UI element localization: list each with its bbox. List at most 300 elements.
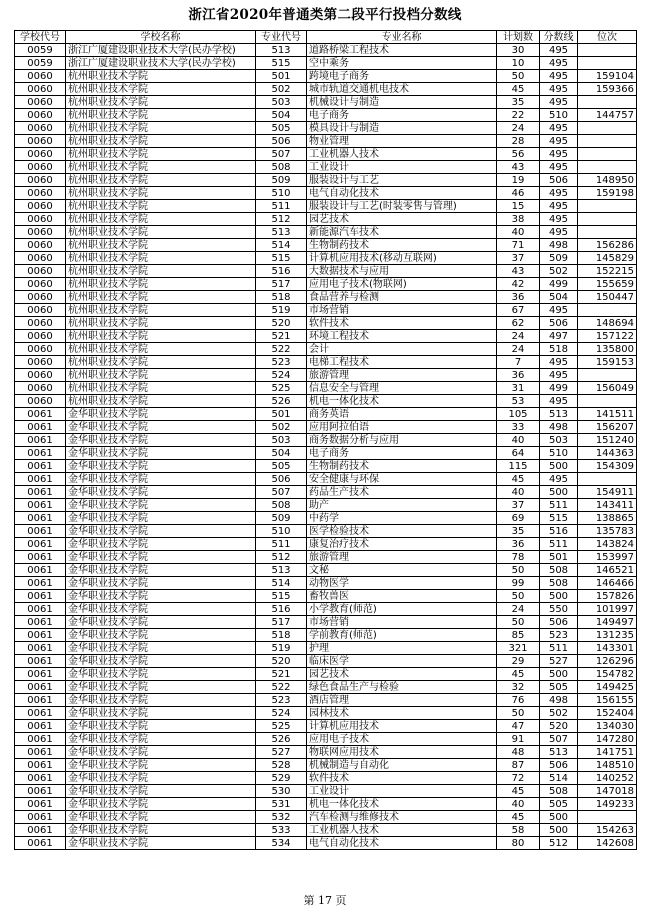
plan-count-cell: 53	[497, 395, 540, 408]
score-line-cell: 495	[540, 356, 578, 369]
table-row	[15, 434, 637, 447]
rank-cell: 159153	[578, 356, 637, 369]
school-code-cell: 0060	[15, 148, 66, 161]
school-code-cell: 0061	[15, 655, 66, 668]
rank-cell: 149425	[578, 681, 637, 694]
score-line-cell: 513	[540, 746, 578, 759]
header-score-line: 分数线	[540, 31, 578, 44]
rank-cell	[578, 811, 637, 824]
rank-cell: 157122	[578, 330, 637, 343]
school-code-cell: 0060	[15, 278, 66, 291]
score-line-cell: 495	[540, 200, 578, 213]
rank-cell	[578, 135, 637, 148]
school-name-cell: 金华职业技术学院	[66, 538, 256, 551]
rank-cell: 156207	[578, 421, 637, 434]
major-name-cell: 旅游管理	[307, 551, 497, 564]
school-name-cell: 杭州职业技术学院	[66, 239, 256, 252]
major-name-cell: 软件技术	[307, 772, 497, 785]
school-code-cell: 0061	[15, 681, 66, 694]
major-code-cell: 529	[256, 772, 307, 785]
plan-count-cell: 45	[497, 83, 540, 96]
score-line-cell: 495	[540, 135, 578, 148]
major-code-cell: 528	[256, 759, 307, 772]
rank-cell	[578, 122, 637, 135]
major-code-cell: 505	[256, 122, 307, 135]
rank-cell	[578, 96, 637, 109]
score-line-cell: 495	[540, 122, 578, 135]
major-code-cell: 511	[256, 538, 307, 551]
major-name-cell: 安全健康与环保	[307, 473, 497, 486]
table-row	[15, 265, 637, 278]
school-name-cell: 金华职业技术学院	[66, 772, 256, 785]
major-code-cell: 502	[256, 421, 307, 434]
table-row	[15, 746, 637, 759]
table-row	[15, 629, 637, 642]
score-line-cell: 511	[540, 499, 578, 512]
plan-count-cell: 37	[497, 499, 540, 512]
score-line-cell: 495	[540, 369, 578, 382]
school-name-cell: 杭州职业技术学院	[66, 122, 256, 135]
table-row	[15, 551, 637, 564]
rank-cell: 143411	[578, 499, 637, 512]
school-code-cell: 0061	[15, 707, 66, 720]
school-code-cell: 0061	[15, 590, 66, 603]
major-code-cell: 505	[256, 460, 307, 473]
school-code-cell: 0060	[15, 304, 66, 317]
major-code-cell: 521	[256, 668, 307, 681]
score-line-cell: 495	[540, 83, 578, 96]
score-line-cell: 495	[540, 304, 578, 317]
school-code-cell: 0060	[15, 96, 66, 109]
score-line-cell: 508	[540, 564, 578, 577]
major-name-cell: 市场营销	[307, 616, 497, 629]
table-row	[15, 252, 637, 265]
major-name-cell: 计算机应用技术(移动互联网)	[307, 252, 497, 265]
plan-count-cell: 40	[497, 486, 540, 499]
score-line-cell: 510	[540, 109, 578, 122]
plan-count-cell: 321	[497, 642, 540, 655]
school-name-cell: 杭州职业技术学院	[66, 369, 256, 382]
table-row	[15, 369, 637, 382]
major-code-cell: 516	[256, 265, 307, 278]
plan-count-cell: 67	[497, 304, 540, 317]
school-name-cell: 金华职业技术学院	[66, 694, 256, 707]
major-code-cell: 525	[256, 382, 307, 395]
table-row	[15, 499, 637, 512]
major-code-cell: 504	[256, 447, 307, 460]
major-name-cell: 助产	[307, 499, 497, 512]
score-line-cell: 516	[540, 525, 578, 538]
plan-count-cell: 38	[497, 213, 540, 226]
score-line-cell: 503	[540, 434, 578, 447]
rank-cell: 148950	[578, 174, 637, 187]
plan-count-cell: 64	[497, 447, 540, 460]
rank-cell: 148510	[578, 759, 637, 772]
rank-cell: 156049	[578, 382, 637, 395]
table-row	[15, 200, 637, 213]
major-code-cell: 513	[256, 44, 307, 57]
school-name-cell: 金华职业技术学院	[66, 681, 256, 694]
major-name-cell: 生物制药技术	[307, 239, 497, 252]
major-code-cell: 514	[256, 577, 307, 590]
table-row	[15, 226, 637, 239]
score-line-cell: 507	[540, 733, 578, 746]
plan-count-cell: 87	[497, 759, 540, 772]
school-name-cell: 杭州职业技术学院	[66, 265, 256, 278]
rank-cell: 156286	[578, 239, 637, 252]
score-line-cell: 502	[540, 707, 578, 720]
major-code-cell: 533	[256, 824, 307, 837]
score-line-cell: 500	[540, 486, 578, 499]
major-code-cell: 526	[256, 395, 307, 408]
school-name-cell: 杭州职业技术学院	[66, 148, 256, 161]
plan-count-cell: 69	[497, 512, 540, 525]
school-name-cell: 金华职业技术学院	[66, 733, 256, 746]
rank-cell: 154911	[578, 486, 637, 499]
rank-cell: 156155	[578, 694, 637, 707]
table-row	[15, 174, 637, 187]
major-name-cell: 酒店管理	[307, 694, 497, 707]
school-name-cell: 金华职业技术学院	[66, 473, 256, 486]
table-row	[15, 460, 637, 473]
rank-cell: 147018	[578, 785, 637, 798]
score-line-cell: 495	[540, 44, 578, 57]
rank-cell	[578, 213, 637, 226]
rank-cell	[578, 200, 637, 213]
table-row	[15, 213, 637, 226]
plan-count-cell: 24	[497, 122, 540, 135]
major-code-cell: 519	[256, 304, 307, 317]
rank-cell: 152215	[578, 265, 637, 278]
score-line-cell: 500	[540, 590, 578, 603]
score-line-cell: 497	[540, 330, 578, 343]
major-code-cell: 532	[256, 811, 307, 824]
school-name-cell: 金华职业技术学院	[66, 447, 256, 460]
major-name-cell: 软件技术	[307, 317, 497, 330]
score-line-cell: 495	[540, 148, 578, 161]
score-line-cell: 505	[540, 681, 578, 694]
plan-count-cell: 35	[497, 96, 540, 109]
score-line-cell: 498	[540, 694, 578, 707]
school-code-cell: 0060	[15, 200, 66, 213]
major-code-cell: 507	[256, 486, 307, 499]
rank-cell: 154263	[578, 824, 637, 837]
major-name-cell: 文秘	[307, 564, 497, 577]
rank-cell: 149497	[578, 616, 637, 629]
school-code-cell: 0061	[15, 720, 66, 733]
page-title: 浙江省2020年普通类第二段平行投档分数线	[188, 7, 462, 23]
table-row	[15, 330, 637, 343]
rank-cell	[578, 369, 637, 382]
major-name-cell: 工业设计	[307, 785, 497, 798]
rank-cell: 157826	[578, 590, 637, 603]
rank-cell: 142608	[578, 837, 637, 850]
score-line-cell: 513	[540, 408, 578, 421]
plan-count-cell: 36	[497, 291, 540, 304]
score-line-cell: 508	[540, 577, 578, 590]
major-code-cell: 508	[256, 161, 307, 174]
school-code-cell: 0060	[15, 369, 66, 382]
major-name-cell: 会计	[307, 343, 497, 356]
school-code-cell: 0061	[15, 434, 66, 447]
school-name-cell: 金华职业技术学院	[66, 499, 256, 512]
score-line-cell: 506	[540, 317, 578, 330]
major-code-cell: 515	[256, 57, 307, 70]
major-name-cell: 道路桥梁工程技术	[307, 44, 497, 57]
plan-count-cell: 19	[497, 174, 540, 187]
school-code-cell: 0060	[15, 252, 66, 265]
school-code-cell: 0060	[15, 174, 66, 187]
major-name-cell: 汽车检测与维修技术	[307, 811, 497, 824]
major-code-cell: 515	[256, 590, 307, 603]
school-name-cell: 杭州职业技术学院	[66, 226, 256, 239]
school-code-cell: 0061	[15, 668, 66, 681]
school-code-cell: 0061	[15, 785, 66, 798]
rank-cell: 131235	[578, 629, 637, 642]
plan-count-cell: 40	[497, 226, 540, 239]
table-body	[15, 44, 637, 850]
table-row	[15, 135, 637, 148]
score-line-cell: 495	[540, 96, 578, 109]
plan-count-cell: 36	[497, 538, 540, 551]
school-code-cell: 0061	[15, 512, 66, 525]
major-code-cell: 503	[256, 434, 307, 447]
rank-cell: 138865	[578, 512, 637, 525]
plan-count-cell: 76	[497, 694, 540, 707]
major-code-cell: 510	[256, 187, 307, 200]
plan-count-cell: 50	[497, 616, 540, 629]
table-row	[15, 798, 637, 811]
school-name-cell: 金华职业技术学院	[66, 603, 256, 616]
plan-count-cell: 50	[497, 590, 540, 603]
school-name-cell: 金华职业技术学院	[66, 655, 256, 668]
rank-cell: 152404	[578, 707, 637, 720]
plan-count-cell: 10	[497, 57, 540, 70]
major-name-cell: 电气自动化技术	[307, 837, 497, 850]
plan-count-cell: 71	[497, 239, 540, 252]
school-code-cell: 0061	[15, 564, 66, 577]
plan-count-cell: 35	[497, 525, 540, 538]
major-code-cell: 513	[256, 226, 307, 239]
major-name-cell: 机械设计与制造	[307, 96, 497, 109]
major-name-cell: 学前教育(师范)	[307, 629, 497, 642]
school-code-cell: 0061	[15, 473, 66, 486]
table-row	[15, 447, 637, 460]
score-line-cell: 502	[540, 265, 578, 278]
plan-count-cell: 115	[497, 460, 540, 473]
major-name-cell: 空中乘务	[307, 57, 497, 70]
major-name-cell: 城市轨道交通机电技术	[307, 83, 497, 96]
rank-cell: 141511	[578, 408, 637, 421]
plan-count-cell: 31	[497, 382, 540, 395]
score-line-cell: 523	[540, 629, 578, 642]
major-name-cell: 园林技术	[307, 707, 497, 720]
school-name-cell: 杭州职业技术学院	[66, 187, 256, 200]
rank-cell: 148694	[578, 317, 637, 330]
school-code-cell: 0061	[15, 798, 66, 811]
table-row	[15, 837, 637, 850]
table-row	[15, 317, 637, 330]
major-code-cell: 534	[256, 837, 307, 850]
school-code-cell: 0060	[15, 122, 66, 135]
rank-cell	[578, 161, 637, 174]
rank-cell: 101997	[578, 603, 637, 616]
school-name-cell: 金华职业技术学院	[66, 668, 256, 681]
major-code-cell: 502	[256, 83, 307, 96]
major-code-cell: 511	[256, 200, 307, 213]
school-code-cell: 0060	[15, 382, 66, 395]
school-code-cell: 0060	[15, 109, 66, 122]
score-line-cell: 506	[540, 174, 578, 187]
table-row	[15, 564, 637, 577]
major-code-cell: 531	[256, 798, 307, 811]
score-line-cell: 495	[540, 226, 578, 239]
school-code-cell: 0061	[15, 460, 66, 473]
major-name-cell: 物业管理	[307, 135, 497, 148]
table-row	[15, 278, 637, 291]
school-name-cell: 杭州职业技术学院	[66, 278, 256, 291]
school-name-cell: 杭州职业技术学院	[66, 330, 256, 343]
rank-cell: 155659	[578, 278, 637, 291]
school-code-cell: 0059	[15, 57, 66, 70]
major-code-cell: 508	[256, 499, 307, 512]
major-code-cell: 523	[256, 694, 307, 707]
school-code-cell: 0061	[15, 499, 66, 512]
rank-cell: 143824	[578, 538, 637, 551]
table-header-row	[15, 31, 637, 44]
major-code-cell: 506	[256, 473, 307, 486]
school-code-cell: 0061	[15, 837, 66, 850]
major-name-cell: 电子商务	[307, 447, 497, 460]
plan-count-cell: 50	[497, 707, 540, 720]
major-code-cell: 513	[256, 564, 307, 577]
plan-count-cell: 43	[497, 265, 540, 278]
table-row	[15, 109, 637, 122]
school-name-cell: 金华职业技术学院	[66, 720, 256, 733]
major-code-cell: 519	[256, 642, 307, 655]
table-row	[15, 239, 637, 252]
header-major-name: 专业名称	[307, 31, 497, 44]
plan-count-cell: 62	[497, 317, 540, 330]
table-row	[15, 720, 637, 733]
major-code-cell: 503	[256, 96, 307, 109]
rank-cell: 135783	[578, 525, 637, 538]
major-code-cell: 515	[256, 252, 307, 265]
major-name-cell: 工业机器人技术	[307, 824, 497, 837]
table-row	[15, 759, 637, 772]
table-row	[15, 70, 637, 83]
rank-cell: 141751	[578, 746, 637, 759]
school-code-cell: 0061	[15, 447, 66, 460]
table-row	[15, 421, 637, 434]
plan-count-cell: 28	[497, 135, 540, 148]
plan-count-cell: 105	[497, 408, 540, 421]
school-name-cell: 金华职业技术学院	[66, 408, 256, 421]
major-code-cell: 517	[256, 278, 307, 291]
major-name-cell: 园艺技术	[307, 668, 497, 681]
table-row	[15, 473, 637, 486]
major-code-cell: 507	[256, 148, 307, 161]
score-line-cell: 495	[540, 187, 578, 200]
school-code-cell: 0060	[15, 213, 66, 226]
plan-count-cell: 56	[497, 148, 540, 161]
school-name-cell: 金华职业技术学院	[66, 746, 256, 759]
table-row	[15, 616, 637, 629]
major-name-cell: 服装设计与工艺	[307, 174, 497, 187]
plan-count-cell: 85	[497, 629, 540, 642]
major-code-cell: 527	[256, 746, 307, 759]
plan-count-cell: 36	[497, 369, 540, 382]
header-major-code: 专业代号	[256, 31, 307, 44]
score-line-cell: 509	[540, 252, 578, 265]
major-name-cell: 工业设计	[307, 161, 497, 174]
school-name-cell: 杭州职业技术学院	[66, 343, 256, 356]
major-code-cell: 524	[256, 369, 307, 382]
major-name-cell: 商务英语	[307, 408, 497, 421]
rank-cell: 146521	[578, 564, 637, 577]
plan-count-cell: 50	[497, 70, 540, 83]
school-name-cell: 金华职业技术学院	[66, 616, 256, 629]
table-row	[15, 83, 637, 96]
school-code-cell: 0061	[15, 486, 66, 499]
school-code-cell: 0060	[15, 70, 66, 83]
plan-count-cell: 24	[497, 603, 540, 616]
table-row	[15, 343, 637, 356]
plan-count-cell: 30	[497, 44, 540, 57]
score-line-cell: 498	[540, 421, 578, 434]
plan-count-cell: 46	[497, 187, 540, 200]
plan-count-cell: 45	[497, 473, 540, 486]
plan-count-cell: 45	[497, 668, 540, 681]
major-code-cell: 517	[256, 616, 307, 629]
score-line-cell: 500	[540, 668, 578, 681]
major-code-cell: 518	[256, 291, 307, 304]
rank-cell: 149233	[578, 798, 637, 811]
school-name-cell: 金华职业技术学院	[66, 434, 256, 447]
school-name-cell: 金华职业技术学院	[66, 707, 256, 720]
school-code-cell: 0060	[15, 83, 66, 96]
plan-count-cell: 48	[497, 746, 540, 759]
major-code-cell: 514	[256, 239, 307, 252]
table-row	[15, 304, 637, 317]
plan-count-cell: 22	[497, 109, 540, 122]
major-name-cell: 园艺技术	[307, 213, 497, 226]
school-name-cell: 杭州职业技术学院	[66, 70, 256, 83]
table-row	[15, 161, 637, 174]
school-name-cell: 杭州职业技术学院	[66, 135, 256, 148]
school-name-cell: 杭州职业技术学院	[66, 382, 256, 395]
school-code-cell: 0061	[15, 616, 66, 629]
school-name-cell: 金华职业技术学院	[66, 798, 256, 811]
table-row	[15, 486, 637, 499]
table-row	[15, 642, 637, 655]
table-row	[15, 395, 637, 408]
school-name-cell: 金华职业技术学院	[66, 785, 256, 798]
school-code-cell: 0061	[15, 577, 66, 590]
major-code-cell: 516	[256, 603, 307, 616]
rank-cell: 150447	[578, 291, 637, 304]
score-line-cell: 495	[540, 57, 578, 70]
school-code-cell: 0060	[15, 135, 66, 148]
major-name-cell: 机械制造与自动化	[307, 759, 497, 772]
school-code-cell: 0061	[15, 811, 66, 824]
header-school-code: 学校代号	[15, 31, 66, 44]
table-row	[15, 148, 637, 161]
score-line-cell: 515	[540, 512, 578, 525]
major-name-cell: 模具设计与制造	[307, 122, 497, 135]
plan-count-cell: 40	[497, 798, 540, 811]
table-row	[15, 603, 637, 616]
